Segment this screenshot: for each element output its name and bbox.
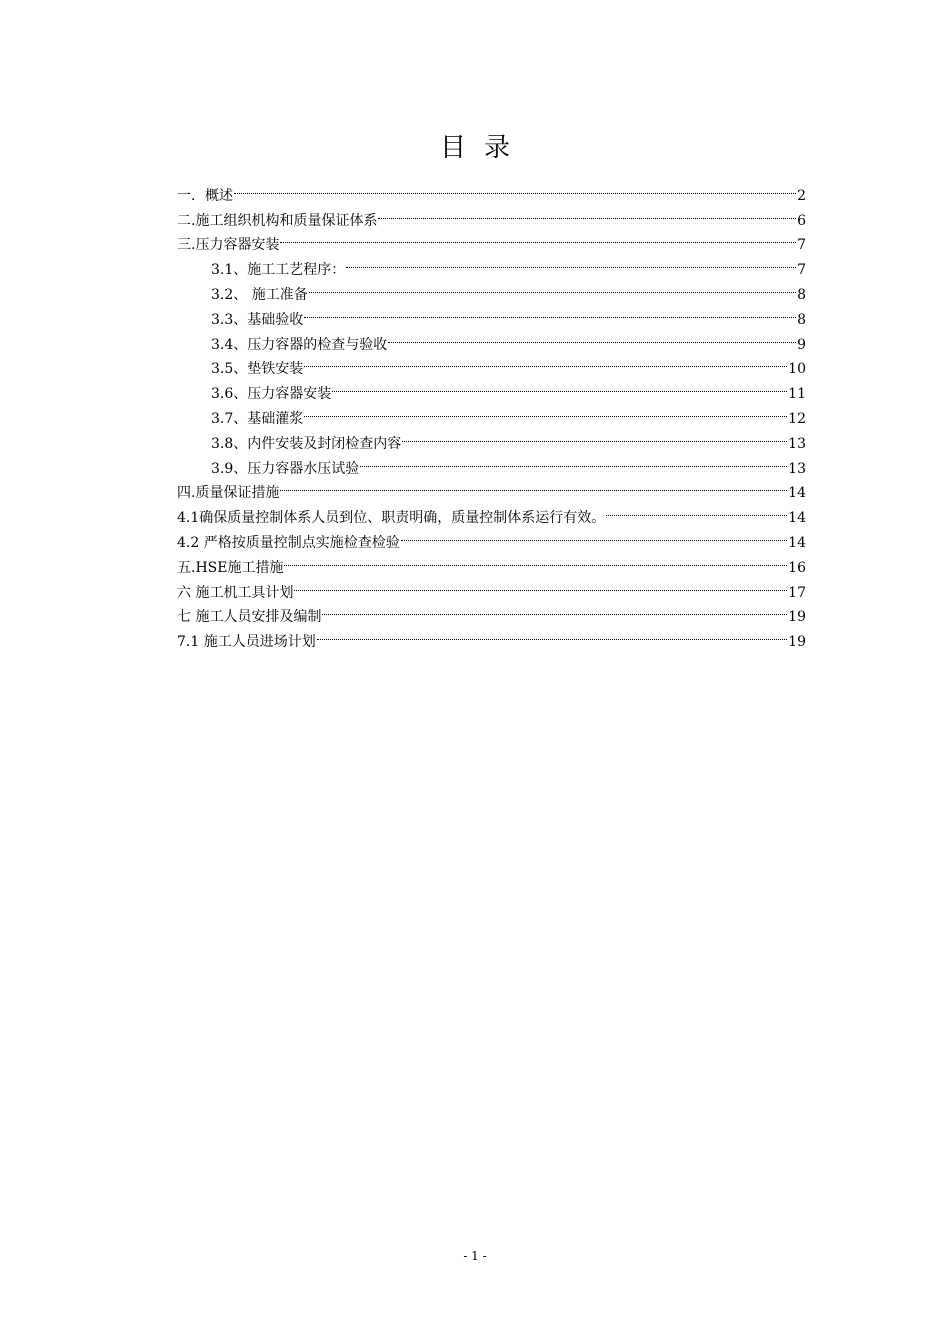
toc-entry-label: 四.质量保证措施 xyxy=(177,485,280,502)
toc-entry-page-number: 16 xyxy=(788,559,806,576)
toc-entry-page-number: 6 xyxy=(797,212,806,229)
toc-dot-leader xyxy=(308,274,797,299)
page-number-footer: - 1 - xyxy=(463,1249,487,1263)
toc-entry-page-number: 13 xyxy=(788,435,806,452)
toc-dot-leader xyxy=(345,249,797,274)
toc-entry-page-number: 2 xyxy=(797,187,806,204)
toc-entry-label: 7.1 施工人员进场计划 xyxy=(177,634,316,651)
toc-dot-leader xyxy=(605,497,788,522)
toc-entry-page-number: 11 xyxy=(788,386,806,403)
toc-dot-leader xyxy=(233,175,797,200)
toc-entry-page-number: 8 xyxy=(797,286,806,303)
toc-entry-page-number: 10 xyxy=(788,361,806,378)
toc-entry-page-number: 8 xyxy=(797,311,806,328)
toc-dot-leader xyxy=(331,373,788,398)
toc-entry-label: 3.7、基础灌浆 xyxy=(211,410,304,427)
toc-entry-label: 一．概述 xyxy=(177,187,233,204)
toc-entry-page-number: 7 xyxy=(797,262,806,279)
toc-dot-leader xyxy=(303,398,788,423)
toc-entry-label: 3.3、基础验收 xyxy=(211,311,304,328)
toc-entry-label: 4.1确保质量控制体系人员到位、职责明确，质量控制体系运行有效。 xyxy=(177,510,606,527)
toc-entry[interactable] xyxy=(177,175,806,204)
toc-dot-leader xyxy=(316,621,788,646)
toc-entry-label: 3.4、压力容器的检查与验收 xyxy=(211,336,388,353)
toc-entry-page-number: 12 xyxy=(788,410,806,427)
table-of-contents xyxy=(177,175,806,651)
toc-entry-label: 三.压力容器安装 xyxy=(177,237,280,254)
toc-entry-page-number: 19 xyxy=(788,609,806,626)
toc-entry-page-number: 19 xyxy=(788,634,806,651)
toc-dot-leader xyxy=(293,572,788,597)
toc-entry-label: 七 施工人员安排及编制 xyxy=(177,609,322,626)
toc-entry-page-number: 7 xyxy=(797,237,806,254)
toc-entry-label: 4.2 严格按质量控制点实施检查检验 xyxy=(177,534,400,551)
toc-entry-page-number: 14 xyxy=(788,534,806,551)
toc-dot-leader xyxy=(400,522,788,547)
toc-entry-label: 3.8、内件安装及封闭检查内容 xyxy=(211,435,402,452)
toc-entry-label: 六 施工机工具计划 xyxy=(177,584,294,601)
toc-dot-leader xyxy=(279,473,788,498)
toc-dot-leader xyxy=(359,448,788,473)
toc-dot-leader xyxy=(283,547,788,572)
toc-entry-label: 3.2、 施工准备 xyxy=(211,286,308,303)
toc-dot-leader xyxy=(303,349,788,374)
toc-entry-label: 二.施工组织机构和质量保证体系 xyxy=(177,212,378,229)
toc-dot-leader xyxy=(387,324,797,349)
toc-dot-leader xyxy=(303,299,797,324)
toc-dot-leader xyxy=(377,200,797,225)
toc-entry-label: 3.5、垫铁安装 xyxy=(211,361,304,378)
toc-dot-leader xyxy=(279,225,797,250)
toc-entry-label: 3.9、压力容器水压试验 xyxy=(211,460,360,477)
toc-entry-page-number: 14 xyxy=(788,510,806,527)
toc-dot-leader xyxy=(321,597,788,622)
toc-entry-page-number: 17 xyxy=(788,584,806,601)
toc-dot-leader xyxy=(401,423,788,448)
toc-entry-label: 3.1、施工工艺程序： xyxy=(211,262,346,279)
toc-entry-page-number: 14 xyxy=(788,485,806,502)
toc-entry-page-number: 13 xyxy=(788,460,806,477)
toc-entry-label: 五.HSE施工措施 xyxy=(177,559,284,576)
toc-title: 目录 xyxy=(439,133,528,163)
toc-entry[interactable] xyxy=(177,200,806,229)
toc-entry-page-number: 9 xyxy=(797,336,806,353)
toc-entry-label: 3.6、压力容器安装 xyxy=(211,386,332,403)
